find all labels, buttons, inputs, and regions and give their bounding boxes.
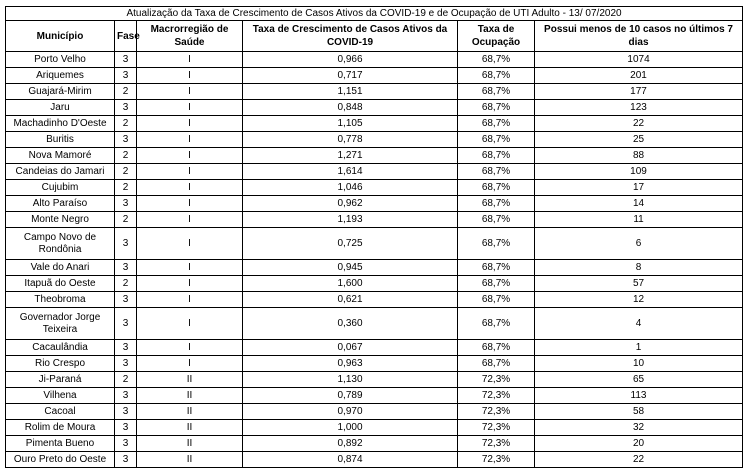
cell-macrorregiao: II: [137, 420, 243, 436]
cell-taxa-crescimento: 0,725: [243, 228, 458, 260]
cell-macrorregiao: I: [137, 276, 243, 292]
cell-fase: 3: [115, 292, 137, 308]
cell-municipio: Alto Paraíso: [6, 196, 115, 212]
cell-casos: 11: [535, 212, 743, 228]
cell-taxa-ocupacao: 68,7%: [458, 340, 535, 356]
cell-macrorregiao: II: [137, 436, 243, 452]
cell-fase: 3: [115, 196, 137, 212]
cell-taxa-crescimento: 1,000: [243, 420, 458, 436]
cell-macrorregiao: II: [137, 372, 243, 388]
cell-macrorregiao: I: [137, 356, 243, 372]
cell-municipio: Cacaulândia: [6, 340, 115, 356]
cell-municipio: Buritis: [6, 132, 115, 148]
cell-taxa-crescimento: 1,151: [243, 84, 458, 100]
cell-macrorregiao: I: [137, 148, 243, 164]
cell-taxa-crescimento: 0,963: [243, 356, 458, 372]
table-row: [6, 180, 743, 196]
cell-casos: 65: [535, 372, 743, 388]
cell-taxa-crescimento: 0,067: [243, 340, 458, 356]
cell-casos: 8: [535, 260, 743, 276]
cell-taxa-ocupacao: 68,7%: [458, 308, 535, 340]
cell-taxa-crescimento: 0,778: [243, 132, 458, 148]
cell-fase: 2: [115, 148, 137, 164]
table-row: [6, 340, 743, 356]
cell-taxa-ocupacao: 68,7%: [458, 84, 535, 100]
table-row: [6, 228, 743, 260]
cell-casos: 58: [535, 404, 743, 420]
cell-fase: 2: [115, 116, 137, 132]
table-row: [6, 116, 743, 132]
header-fase: Fase: [115, 21, 137, 52]
cell-fase: 3: [115, 404, 137, 420]
cell-macrorregiao: I: [137, 84, 243, 100]
cell-casos: 201: [535, 68, 743, 84]
cell-macrorregiao: I: [137, 52, 243, 68]
cell-taxa-crescimento: 1,600: [243, 276, 458, 292]
cell-casos: 6: [535, 228, 743, 260]
cell-fase: 3: [115, 452, 137, 468]
cell-municipio: Monte Negro: [6, 212, 115, 228]
cell-taxa-crescimento: 0,848: [243, 100, 458, 116]
cell-taxa-crescimento: 1,105: [243, 116, 458, 132]
table-row: [6, 164, 743, 180]
cell-taxa-ocupacao: 72,3%: [458, 452, 535, 468]
cell-taxa-ocupacao: 68,7%: [458, 180, 535, 196]
cell-taxa-ocupacao: 72,3%: [458, 372, 535, 388]
cell-casos: 12: [535, 292, 743, 308]
cell-taxa-ocupacao: 68,7%: [458, 100, 535, 116]
cell-taxa-ocupacao: 68,7%: [458, 260, 535, 276]
cell-fase: 3: [115, 356, 137, 372]
cell-casos: 10: [535, 356, 743, 372]
cell-macrorregiao: I: [137, 340, 243, 356]
cell-fase: 3: [115, 420, 137, 436]
cell-casos: 1: [535, 340, 743, 356]
cell-taxa-ocupacao: 68,7%: [458, 164, 535, 180]
cell-macrorregiao: I: [137, 132, 243, 148]
cell-taxa-crescimento: 1,046: [243, 180, 458, 196]
table-row: [6, 260, 743, 276]
cell-macrorregiao: I: [137, 164, 243, 180]
cell-fase: 2: [115, 164, 137, 180]
table-row: [6, 404, 743, 420]
cell-taxa-ocupacao: 68,7%: [458, 228, 535, 260]
cell-macrorregiao: II: [137, 452, 243, 468]
header-taxa-crescimento: Taxa de Crescimento de Casos Ativos da COVID-19: [243, 21, 458, 52]
cell-taxa-ocupacao: 68,7%: [458, 356, 535, 372]
cell-taxa-ocupacao: 68,7%: [458, 292, 535, 308]
cell-municipio: Governador Jorge Teixeira: [6, 308, 115, 340]
cell-municipio: Theobroma: [6, 292, 115, 308]
cell-taxa-crescimento: 0,360: [243, 308, 458, 340]
cell-macrorregiao: I: [137, 100, 243, 116]
covid-table: [5, 6, 743, 468]
cell-macrorregiao: I: [137, 292, 243, 308]
table-row: [6, 100, 743, 116]
cell-taxa-ocupacao: 68,7%: [458, 148, 535, 164]
cell-municipio: Rolim de Moura: [6, 420, 115, 436]
cell-taxa-ocupacao: 68,7%: [458, 212, 535, 228]
cell-municipio: Nova Mamoré: [6, 148, 115, 164]
cell-municipio: Itapuã do Oeste: [6, 276, 115, 292]
cell-taxa-crescimento: 1,271: [243, 148, 458, 164]
cell-fase: 3: [115, 132, 137, 148]
header-casos-ultimos-7-dias: Possui menos de 10 casos no últimos 7 dias: [535, 21, 743, 52]
cell-municipio: Ariquemes: [6, 68, 115, 84]
table-row: [6, 68, 743, 84]
cell-casos: 14: [535, 196, 743, 212]
header-municipio: Município: [6, 21, 115, 52]
table-row: [6, 148, 743, 164]
table-row: [6, 132, 743, 148]
cell-casos: 17: [535, 180, 743, 196]
cell-municipio: Rio Crespo: [6, 356, 115, 372]
cell-taxa-ocupacao: 68,7%: [458, 68, 535, 84]
cell-municipio: Porto Velho: [6, 52, 115, 68]
cell-macrorregiao: I: [137, 180, 243, 196]
cell-casos: 109: [535, 164, 743, 180]
table-row: [6, 356, 743, 372]
cell-municipio: Guajará-Mirim: [6, 84, 115, 100]
cell-municipio: Pimenta Bueno: [6, 436, 115, 452]
cell-macrorregiao: I: [137, 308, 243, 340]
cell-municipio: Candeias do Jamari: [6, 164, 115, 180]
cell-taxa-crescimento: 0,892: [243, 436, 458, 452]
cell-casos: 22: [535, 116, 743, 132]
cell-taxa-crescimento: 0,966: [243, 52, 458, 68]
header-macrorregiao: Macrorregião de Saúde: [137, 21, 243, 52]
cell-fase: 3: [115, 68, 137, 84]
cell-casos: 4: [535, 308, 743, 340]
cell-fase: 3: [115, 388, 137, 404]
table-row: [6, 84, 743, 100]
cell-casos: 25: [535, 132, 743, 148]
cell-casos: 22: [535, 452, 743, 468]
cell-municipio: Ouro Preto do Oeste: [6, 452, 115, 468]
cell-taxa-crescimento: 0,874: [243, 452, 458, 468]
table-row: [6, 452, 743, 468]
cell-fase: 2: [115, 372, 137, 388]
table-row: [6, 436, 743, 452]
header-taxa-ocupacao: Taxa de Ocupação: [458, 21, 535, 52]
cell-municipio: Ji-Paraná: [6, 372, 115, 388]
cell-fase: 3: [115, 436, 137, 452]
cell-taxa-ocupacao: 68,7%: [458, 52, 535, 68]
cell-macrorregiao: I: [137, 116, 243, 132]
cell-macrorregiao: I: [137, 260, 243, 276]
cell-fase: 2: [115, 84, 137, 100]
cell-taxa-crescimento: 1,193: [243, 212, 458, 228]
table-row: [6, 388, 743, 404]
cell-taxa-ocupacao: 68,7%: [458, 116, 535, 132]
cell-municipio: Campo Novo de Rondônia: [6, 228, 115, 260]
cell-municipio: Jaru: [6, 100, 115, 116]
cell-taxa-crescimento: 0,970: [243, 404, 458, 420]
cell-taxa-ocupacao: 72,3%: [458, 420, 535, 436]
cell-taxa-crescimento: 1,130: [243, 372, 458, 388]
cell-taxa-crescimento: 1,614: [243, 164, 458, 180]
cell-taxa-crescimento: 0,621: [243, 292, 458, 308]
cell-taxa-crescimento: 0,717: [243, 68, 458, 84]
cell-casos: 123: [535, 100, 743, 116]
cell-taxa-ocupacao: 68,7%: [458, 132, 535, 148]
cell-casos: 32: [535, 420, 743, 436]
cell-taxa-ocupacao: 72,3%: [458, 436, 535, 452]
cell-macrorregiao: I: [137, 68, 243, 84]
cell-municipio: Cujubim: [6, 180, 115, 196]
table-row: [6, 276, 743, 292]
cell-taxa-ocupacao: 72,3%: [458, 404, 535, 420]
cell-casos: 57: [535, 276, 743, 292]
cell-fase: 3: [115, 228, 137, 260]
cell-fase: 3: [115, 308, 137, 340]
cell-macrorregiao: II: [137, 388, 243, 404]
cell-macrorregiao: I: [137, 228, 243, 260]
table-row: [6, 212, 743, 228]
table-row: [6, 372, 743, 388]
cell-fase: 3: [115, 260, 137, 276]
cell-municipio: Vale do Anari: [6, 260, 115, 276]
cell-fase: 2: [115, 180, 137, 196]
cell-taxa-crescimento: 0,945: [243, 260, 458, 276]
cell-macrorregiao: II: [137, 404, 243, 420]
cell-casos: 113: [535, 388, 743, 404]
cell-taxa-crescimento: 0,962: [243, 196, 458, 212]
covid-table-container: [5, 6, 742, 468]
cell-casos: 177: [535, 84, 743, 100]
table-row: [6, 52, 743, 68]
cell-fase: 3: [115, 52, 137, 68]
cell-taxa-ocupacao: 68,7%: [458, 276, 535, 292]
cell-fase: 2: [115, 276, 137, 292]
cell-fase: 3: [115, 340, 137, 356]
cell-casos: 88: [535, 148, 743, 164]
table-row: [6, 420, 743, 436]
cell-macrorregiao: I: [137, 212, 243, 228]
cell-municipio: Machadinho D'Oeste: [6, 116, 115, 132]
cell-taxa-ocupacao: 68,7%: [458, 196, 535, 212]
cell-fase: 2: [115, 212, 137, 228]
cell-macrorregiao: I: [137, 196, 243, 212]
table-title: Atualização da Taxa de Crescimento de Casos Ativos da COVID-19 e de Ocupação de UTI Adulto - 13/ 07/2020: [6, 7, 743, 21]
cell-fase: 3: [115, 100, 137, 116]
cell-taxa-crescimento: 0,789: [243, 388, 458, 404]
cell-casos: 20: [535, 436, 743, 452]
cell-casos: 1074: [535, 52, 743, 68]
cell-municipio: Cacoal: [6, 404, 115, 420]
table-row: [6, 308, 743, 340]
cell-taxa-ocupacao: 72,3%: [458, 388, 535, 404]
table-row: [6, 292, 743, 308]
table-row: [6, 196, 743, 212]
cell-municipio: Vilhena: [6, 388, 115, 404]
